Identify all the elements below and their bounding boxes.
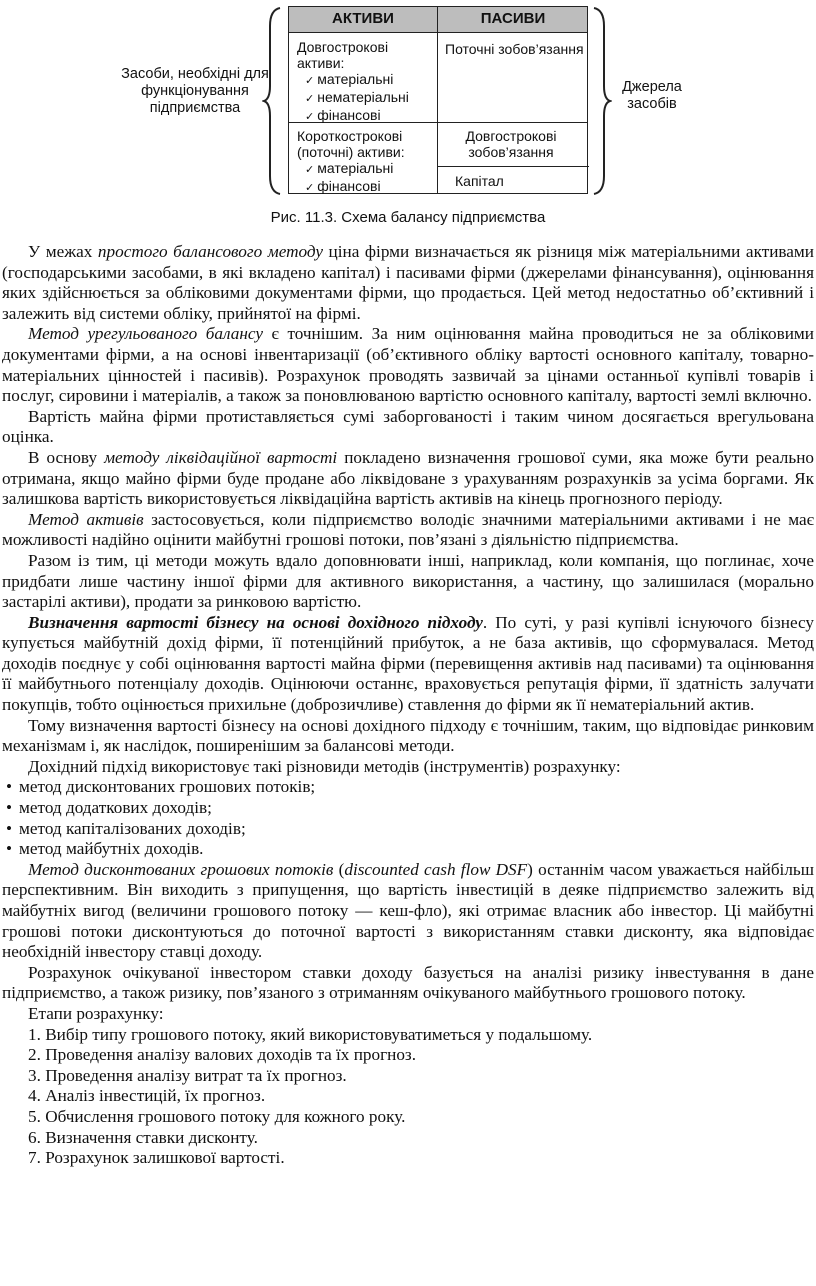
term-income-approach: Визначення вартості бізнесу на основі дохідного підходу xyxy=(28,612,483,632)
list-item: 5. Обчислення грошового потоку для кожного року. xyxy=(28,1106,406,1126)
long-term-asset-item: ✓ матеріальні xyxy=(297,71,435,89)
term-adjusted-balance-method: Метод урегульованого балансу xyxy=(28,324,263,344)
long-term-assets-cell xyxy=(297,39,435,125)
long-term-asset-item: ✓ фінансові xyxy=(297,107,435,125)
balance-scheme-figure xyxy=(0,0,816,240)
list-item: 6. Визначення ставки дисконту. xyxy=(28,1127,258,1147)
current-assets-title: Короткострокові (поточні) активи: xyxy=(297,128,405,160)
methods-list xyxy=(2,777,814,859)
liabilities-header: ПАСИВИ xyxy=(480,10,546,27)
paragraph: Тому визначення вартості бізнесу на основі дохідного підходу є точнішим, таким, що відповідає ринковим механізмам і, як наслідок, поширенішим за балансові методи. xyxy=(2,715,814,756)
paragraph: Розрахунок очікуваної інвестором ставки доходу базується на аналізі ризику інвестування в дане підприємство, а також ризику, пов’язаного з отриманням очікуваного майбутнього грошового потоку. xyxy=(2,962,814,1003)
left-brace xyxy=(262,6,284,196)
list-item: 7. Розрахунок залишкової вартості. xyxy=(28,1148,285,1168)
paragraph: Визначення вартості бізнесу на основі дохідного підходу. По суті, у разі купівлі існуючого бізнесу купується майбутній дохід фірми, її потенційний прибуток, а не база активів, що сформувалася. Метод доходів поєднує у собі оцінювання вартості майна фірми (перевищення активів над пасивами) та оцінювання її майбутнього потенціалу доходів. Оцінюючи останнє, враховується репутація фірми, її здатність залучати покупців, тобто оцінюється прихильне (доброзичливе) ставлення до фірми як її нематеріальний актив. xyxy=(2,612,814,715)
list-item: 2. Проведення аналізу валових доходів та їх прогноз. xyxy=(28,1045,417,1065)
term-liquidation-value-method: методу ліквідаційної вартості xyxy=(104,447,338,467)
term-asset-method: Метод активів xyxy=(28,509,144,529)
table-divider-right xyxy=(437,166,589,167)
current-assets-cell xyxy=(297,128,437,196)
long-term-assets-title: Довгострокові активи: xyxy=(297,39,389,71)
current-asset-item: ✓ матеріальні xyxy=(297,160,437,178)
paragraph: Вартість майна фірми протиставляється сумі заборгованості і таким чином досягається врегульована оцінка. xyxy=(2,406,814,447)
term-dcf-method: Метод дисконтованих грошових потоків xyxy=(28,859,334,879)
long-term-asset-item: ✓ нематеріальні xyxy=(297,89,435,107)
long-term-liabilities-cell: Довгострокові зобов’язання xyxy=(465,128,557,160)
list-item: • метод капіталізованих доходів; xyxy=(2,819,814,840)
current-asset-item: ✓ фінансові xyxy=(297,178,437,196)
paragraph: Етапи розрахунку: xyxy=(28,1003,164,1023)
paragraph: Метод активів застосовується, коли підприємство володіє значними матеріальними активами і не має можливості надійно оцінити майбутні грошові потоки, пов’язані з діяльністю підприємства. xyxy=(2,509,814,550)
balance-table xyxy=(288,6,588,194)
list-item: • метод додаткових доходів; xyxy=(2,798,814,819)
assets-header: АКТИВИ xyxy=(332,10,394,27)
body-text xyxy=(2,242,814,1169)
list-item: 1. Вибір типу грошового потоку, який використовуватиметься у подальшому. xyxy=(28,1024,593,1044)
current-liabilities-cell: Поточні зобов’язання xyxy=(445,41,584,57)
figure-caption: Рис. 11.3. Схема балансу підприємства xyxy=(270,209,546,226)
capital-cell: Капітал xyxy=(455,173,504,189)
steps-list xyxy=(2,1025,814,1169)
term-dcf-english: discounted cash flow DSF xyxy=(344,859,528,879)
figure-right-label: Джерела засобів xyxy=(622,79,682,112)
paragraph: У межах простого балансового методу ціна фірми визначається як різниця між матеріальними активами (господарськими засобами, в які вкладено капітал) і пасивами фірми (джерелами фінансування), оцінювання яких здійснюється за обліковими документами фірми, що продається. Цей метод недостатньо об’єктивний і залежить від системи обліку, прийнятої на фірмі. xyxy=(2,242,814,323)
paragraph: Разом із тим, ці методи можуть вдало доповнювати інші, наприклад, коли компанія, що поглинає, хоче придбати лише частину іншої фірми для активного використання, а частину, що залишилася (морально застарілі активи), продати за ринковою вартістю. xyxy=(2,550,814,612)
paragraph: В основу методу ліквідаційної вартості покладено визначення грошової суми, яка може бути реально отримана, якщо майно фірми буде продане або ліквідоване з урахуванням розрахунків за усіма боргами. Як залишкова вартість використовується ліквідаційна вартість активів на кінець прогнозного періоду. xyxy=(2,447,814,509)
right-brace xyxy=(590,6,612,196)
figure-left-label: Засоби, необхідні для функціонування підприємства xyxy=(121,66,269,116)
list-item: 3. Проведення аналізу витрат та їх прогноз. xyxy=(28,1065,347,1085)
paragraph: Дохідний підхід використовує такі різновиди методів (інструментів) розрахунку: xyxy=(28,756,621,776)
paragraph: Метод дисконтованих грошових потоків (discounted cash flow DSF) останнім часом уважається найбільш перспективним. Він виходить з припущення, що вартість інвестицій в деяке підприємство залежить від майбутніх вигод (величини грошового потоку — кеш-фло), які отримає власник або інвестор. Ці майбутні грошові потоки дисконтуються до поточної вартості з використанням ставки дисконту, яка відповідає необхідній інвестору ставці доходу. xyxy=(2,859,814,962)
list-item: 4. Аналіз інвестицій, їх прогноз. xyxy=(28,1086,266,1106)
term-simple-balance-method: простого балансового методу xyxy=(97,242,323,261)
paragraph: Метод урегульованого балансу є точнішим. За ним оцінювання майна проводиться не за обліковими документами фірми, а на основі інвентаризації (об’єктивного обліку вартості основного капіталу, товарно-матеріальних цінностей і пасивів). Розрахунок проводять зазвичай за цінами останньої купівлі товарів і послуг, сировини і матеріалів, а також за поновлюваною вартістю основного капіталу, вартості землі включно. xyxy=(2,324,815,406)
list-item: • метод дисконтованих грошових потоків; xyxy=(2,777,814,798)
list-item: • метод майбутніх доходів. xyxy=(2,839,814,860)
